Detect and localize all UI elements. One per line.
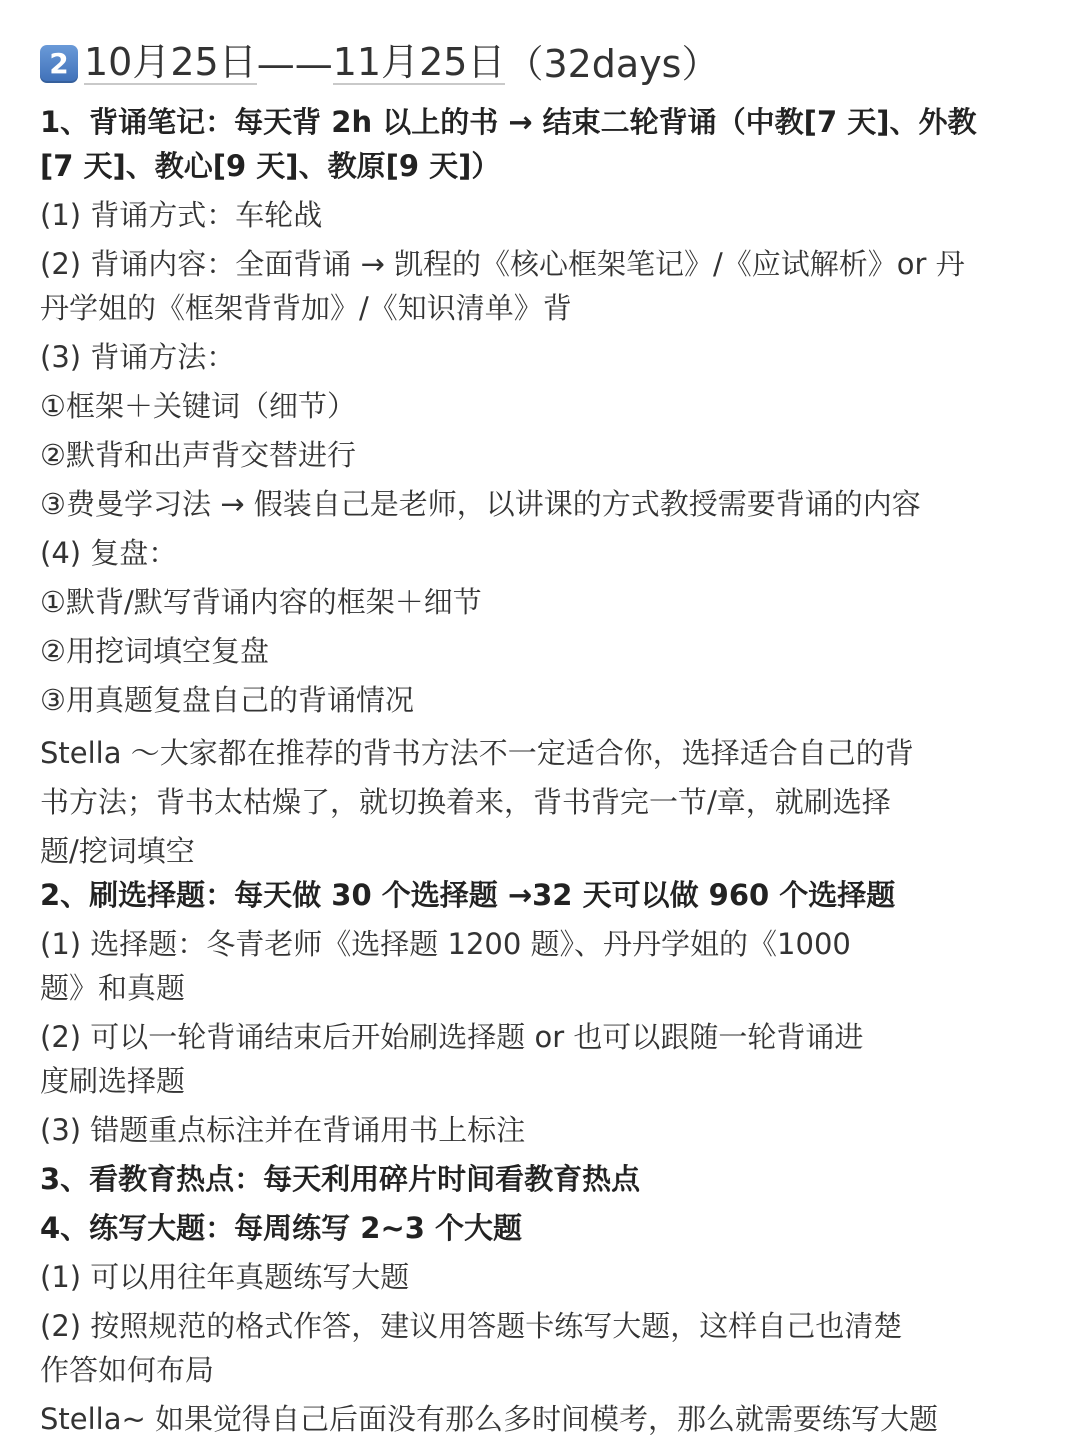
title-dash: —— xyxy=(256,42,333,86)
choice-mistakes: (3) 错题重点标注并在背诵用书上标注 xyxy=(40,1113,526,1147)
review-item-3: ③用真题复盘自己的背诵情况 xyxy=(40,683,414,717)
heading-education-hotspots: 3、看教育热点：每天利用碎片时间看教育热点 xyxy=(40,1162,641,1196)
review-heading: (4) 复盘： xyxy=(40,536,178,570)
stella-tip-essay: Stella~ 如果觉得自己后面没有那么多时间模考，那么就需要练写大题 xyxy=(40,1402,939,1436)
end-date: 11月25日 xyxy=(332,40,506,84)
method-item-2: ②默背和出声背交替进行 xyxy=(40,438,356,472)
essay-format: (2) 按照规范的格式作答，建议用答题卡练写大题，这样自己也清楚 xyxy=(40,1309,903,1343)
method-item-3: ③费曼学习法 → 假装自己是老师，以讲课的方式教授需要背诵的内容 xyxy=(40,487,921,521)
duration-days: （32days） xyxy=(505,42,720,86)
start-date: 10月25日 xyxy=(84,40,257,84)
stella-tip-recite: Stella ～大家都在推荐的背书方法不一定适合你，选择适合自己的背 xyxy=(40,736,914,770)
review-item-2: ②用挖词填空复盘 xyxy=(40,634,269,668)
recite-method: (3) 背诵方法： xyxy=(40,340,236,374)
essay-format-cont: 作答如何布局 xyxy=(40,1353,215,1387)
method-item-1: ①框架＋关键词（细节） xyxy=(40,389,356,423)
choice-timing: (2) 可以一轮背诵结束后开始刷选择题 or 也可以跟随一轮背诵进 xyxy=(40,1020,864,1054)
heading-recite-notes: 1、背诵笔记：每天背 2h 以上的书 → 结束二轮背诵（中教[7 天]、外教 xyxy=(40,105,977,139)
heading-essay-practice: 4、练写大题：每周练写 2~3 个大题 xyxy=(40,1211,523,1245)
choice-timing-cont: 度刷选择题 xyxy=(40,1064,186,1098)
stella-tip-recite-end: 题/挖词填空 xyxy=(40,834,195,868)
choice-materials: (1) 选择题：冬青老师《选择题 1200 题》、丹丹学姐的《1000 xyxy=(40,927,851,961)
heading-choice-questions: 2、刷选择题：每天做 30 个选择题 →32 天可以做 960 个选择题 xyxy=(40,878,896,912)
recite-content: (2) 背诵内容：全面背诵 → 凯程的《核心框架笔记》/《应试解析》or 丹 xyxy=(40,247,965,281)
recite-content-cont: 丹学姐的《框架背背加》/《知识清单》背 xyxy=(40,291,572,325)
recite-mode: (1) 背诵方式：车轮战 xyxy=(40,198,323,232)
essay-past-papers: (1) 可以用往年真题练写大题 xyxy=(40,1260,410,1294)
stella-tip-recite-cont: 书方法；背书太枯燥了，就切换着来，背书背完一节/章，就刷选择 xyxy=(40,785,891,819)
choice-materials-cont: 题》和真题 xyxy=(40,971,186,1005)
section-title xyxy=(40,28,1040,100)
heading-recite-notes-cont: [7 天]、教心[9 天]、教原[9 天]） xyxy=(40,149,501,183)
number-two-icon: 2 xyxy=(40,45,78,83)
review-item-1: ①默背/默写背诵内容的框架＋细节 xyxy=(40,585,482,619)
